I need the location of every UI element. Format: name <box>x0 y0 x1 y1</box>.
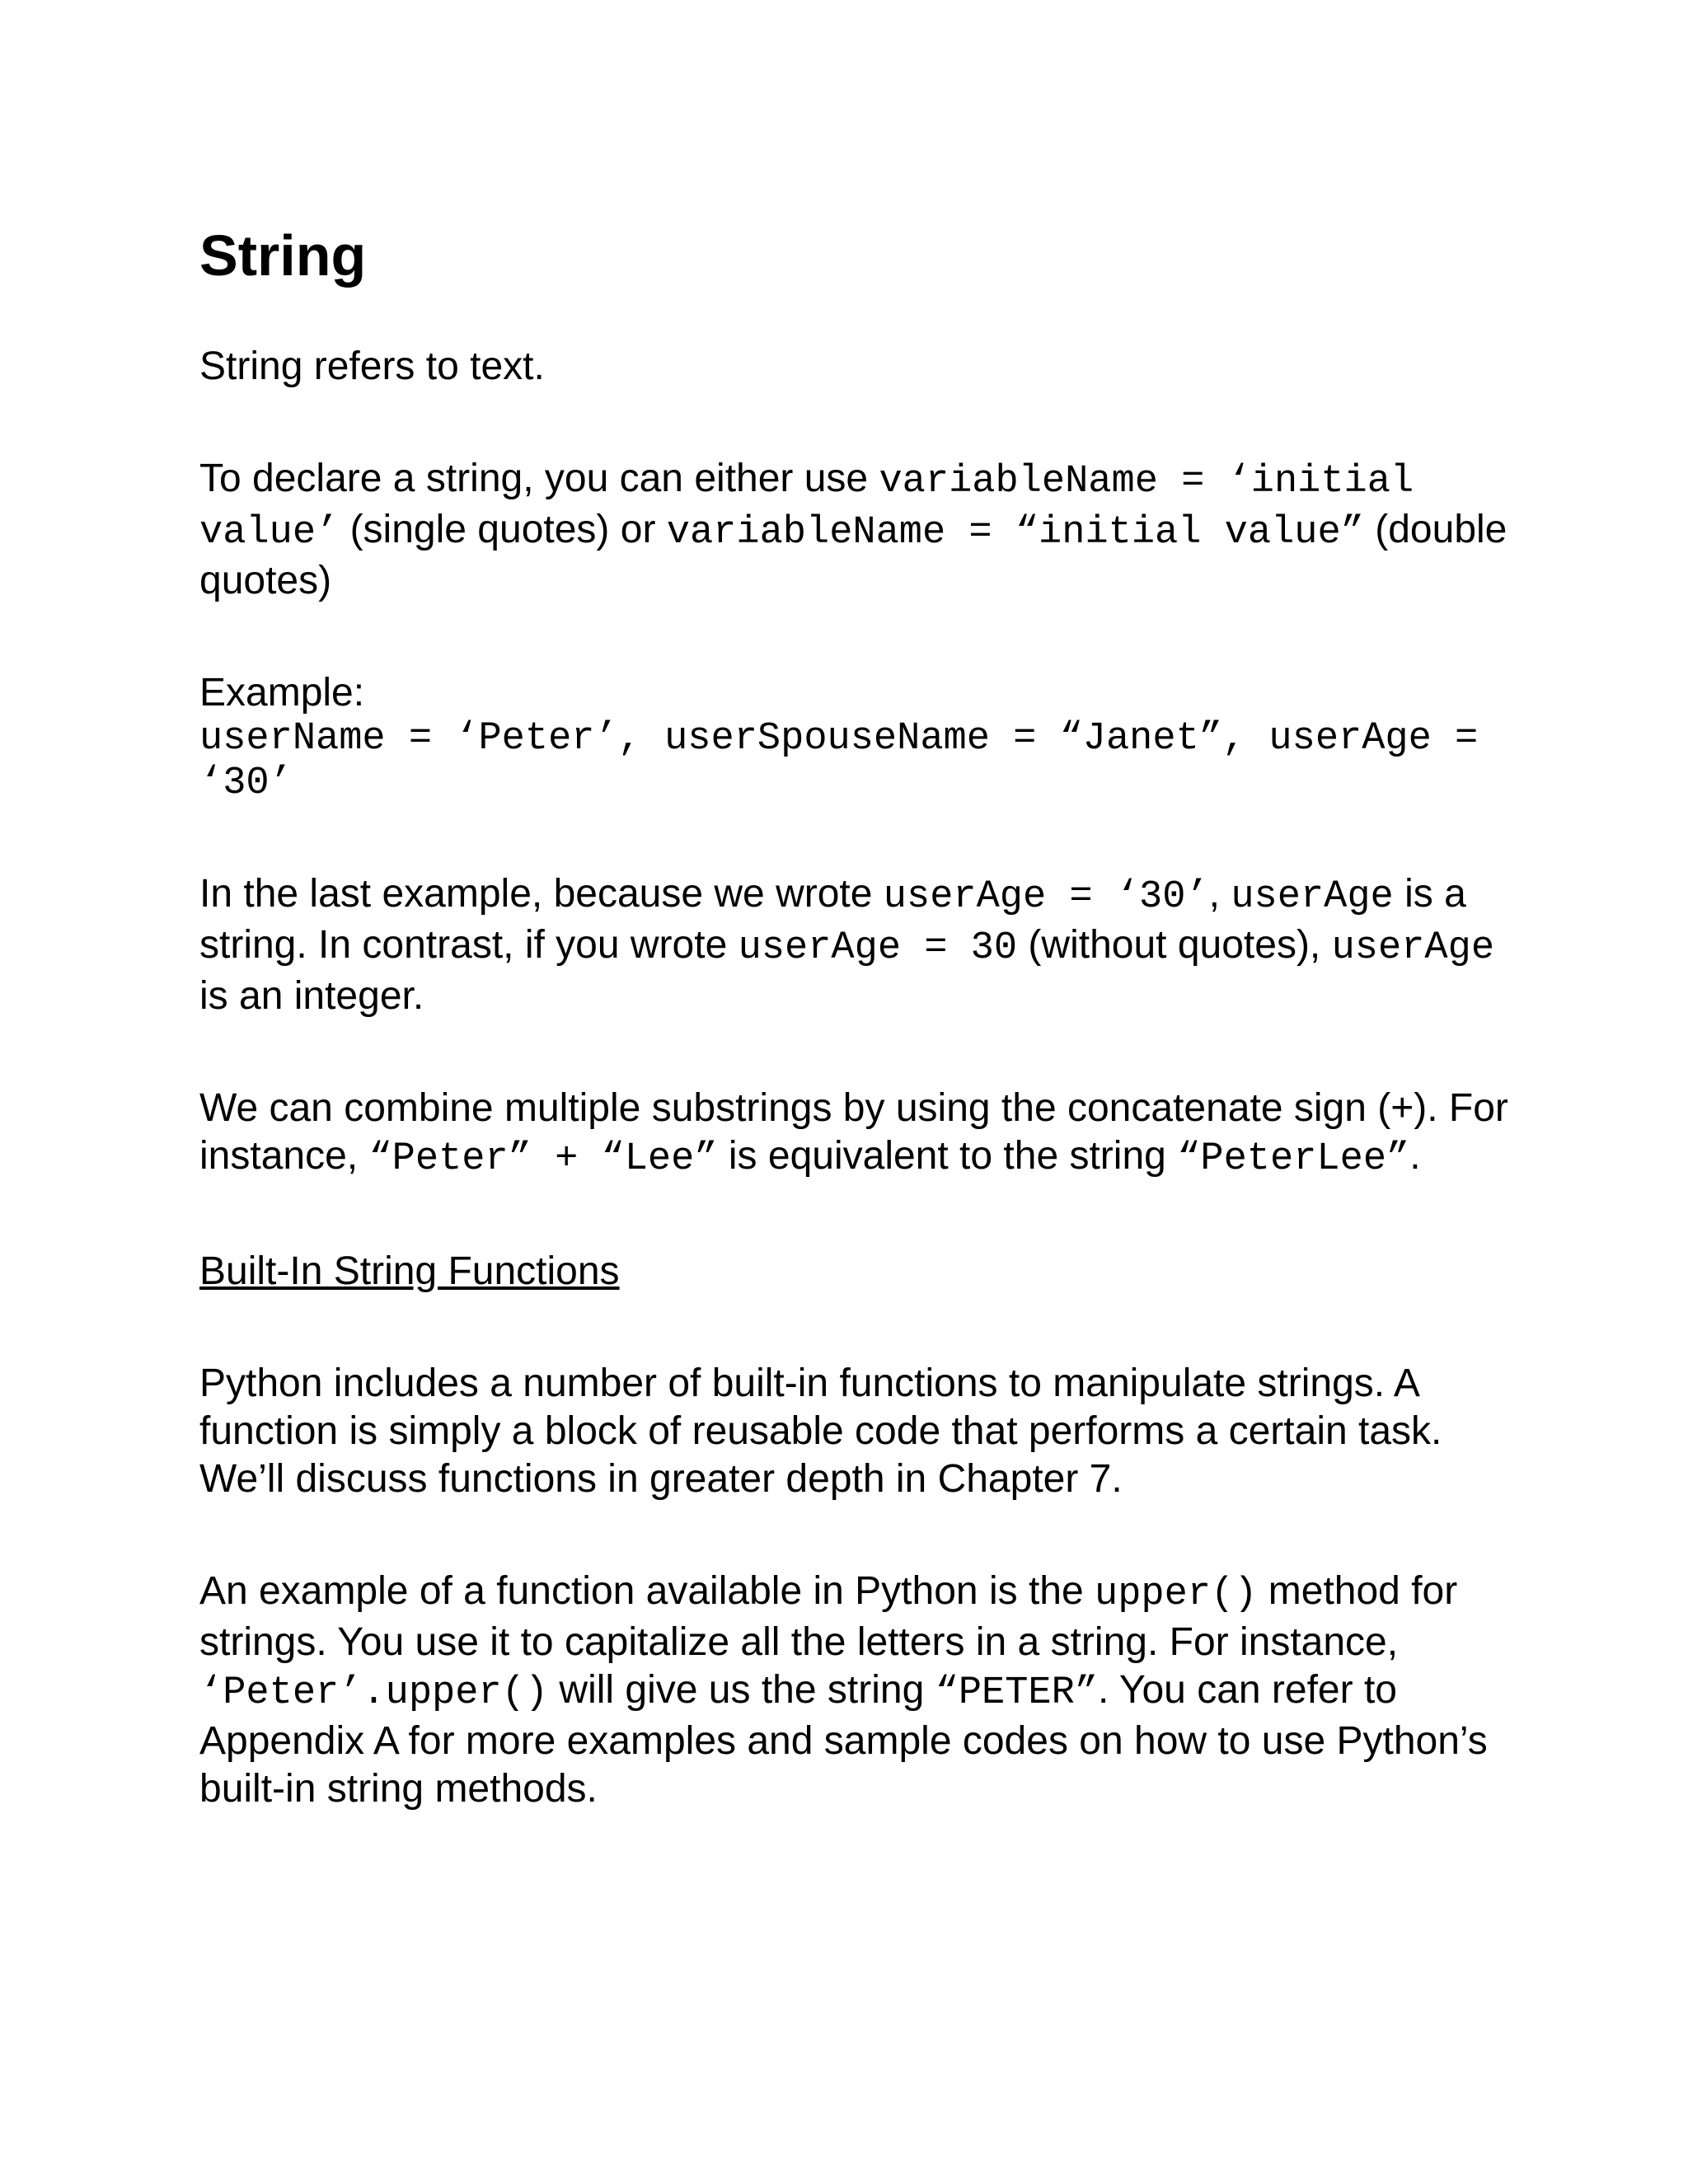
inline-code: “Peter” + “Lee” <box>368 1137 718 1181</box>
inline-code: userAge <box>1331 926 1495 970</box>
text-run: is a string. In contrast, if you wrote <box>199 872 1466 967</box>
text-run: method for strings. You use it to capitalize all the letters in a string. For instance, <box>199 1569 1458 1664</box>
text-run: In the last example, because we wrote <box>199 872 884 916</box>
page-title: String <box>199 223 367 288</box>
example-code: userName = ‘Peter’, userSpouseName = “Janet”, userAge = ‘30’ <box>199 717 1479 805</box>
text-run: (single quotes) or <box>339 508 667 551</box>
text-run: . You can refer to Appendix A for more examples and sample codes on how to use Python’s built-in string methods. <box>199 1668 1488 1811</box>
text-run: is equivalent to the string <box>717 1134 1178 1178</box>
text-run: (double quotes) <box>199 508 1507 602</box>
text-run: (without quotes), <box>1017 923 1332 967</box>
inline-code: variableName = ‘initial value’ <box>199 460 1414 555</box>
text-run: We can combine multiple substrings by using the concatenate sign (+). For instance, <box>199 1086 1508 1178</box>
text-run: To declare a string, you can either use <box>199 457 879 500</box>
example-label: Example: <box>199 671 365 715</box>
text-run: will give us the string <box>548 1668 935 1712</box>
inline-code: ‘Peter’.upper() <box>199 1671 549 1715</box>
paragraph-declare-string <box>199 455 1518 605</box>
inline-code: upper() <box>1095 1572 1258 1616</box>
section-heading: Built-In String Functions <box>199 1249 620 1293</box>
paragraph-builtin-functions: Python includes a number of built-in functions to manipulate strings. A function is simply a block of reusable code that performs a certain task. We’ll discuss functions in greater depth in Chapter 7. <box>199 1361 1442 1501</box>
text-run: , <box>1208 872 1231 916</box>
example-block <box>199 669 1518 806</box>
text-run: . <box>1409 1134 1421 1178</box>
document-body <box>199 221 1518 1877</box>
inline-code: userAge <box>1231 875 1394 919</box>
paragraph-upper-method <box>199 1568 1518 1813</box>
text-run: An example of a function available in Python is the <box>199 1569 1095 1613</box>
paragraph-string-vs-integer <box>199 870 1518 1020</box>
inline-code: “PETER” <box>935 1671 1099 1715</box>
paragraph-string-definition: String refers to text. <box>199 344 545 388</box>
inline-code: variableName = “initial value” <box>666 511 1364 555</box>
inline-code: “PeterLee” <box>1177 1137 1410 1181</box>
text-run: is an integer. <box>199 974 424 1018</box>
inline-code: userAge = 30 <box>738 926 1018 970</box>
inline-code: userAge = ‘30’ <box>883 875 1209 919</box>
paragraph-concatenation <box>199 1085 1518 1183</box>
